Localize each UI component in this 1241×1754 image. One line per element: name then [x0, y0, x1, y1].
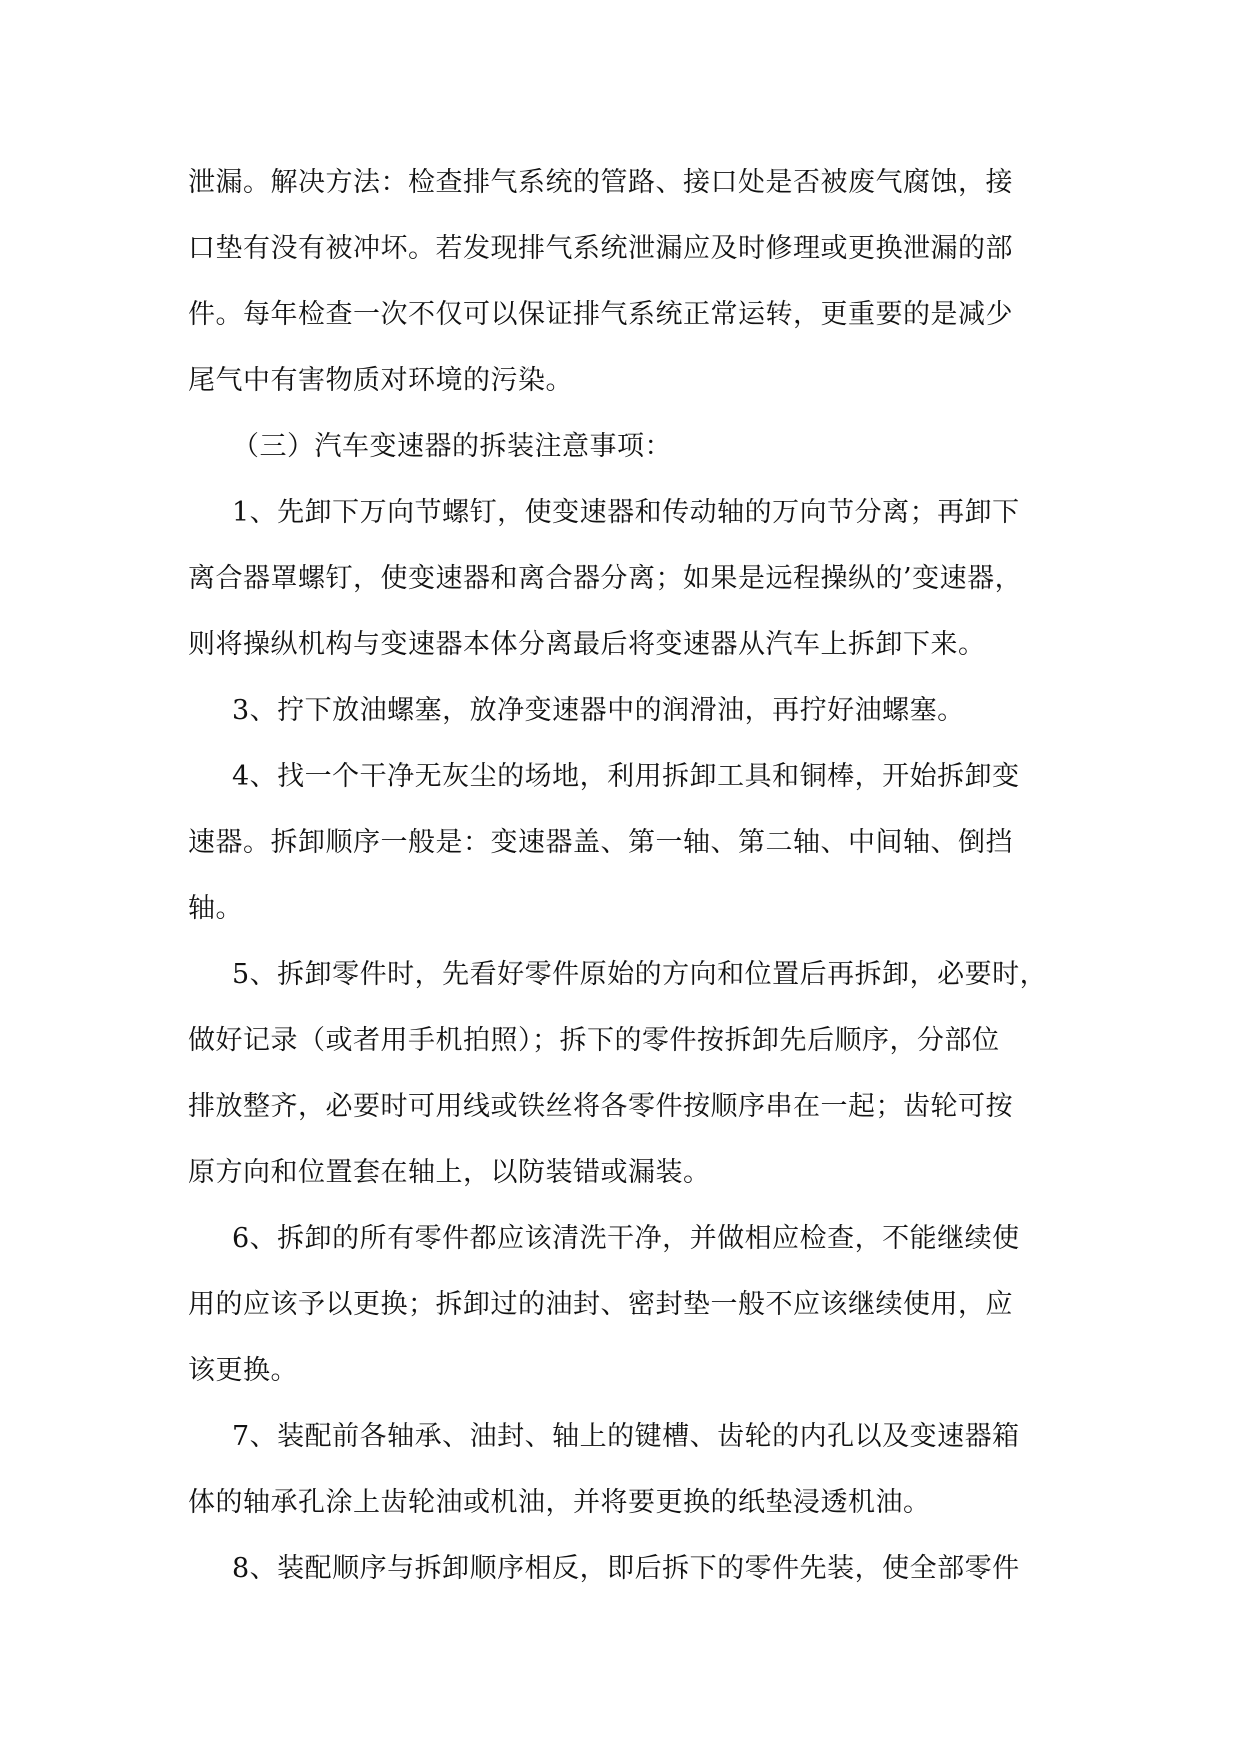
text-line: 6、拆卸的所有零件都应该清洗干净，并做相应检查，不能继续使: [232, 1223, 1020, 1254]
text-line: 速器。拆卸顺序一般是：变速器盖、第一轴、第二轴、中间轴、倒挡: [188, 827, 1013, 858]
text-line: 3、拧下放油螺塞，放净变速器中的润滑油，再拧好油螺塞。: [232, 695, 965, 726]
text-line: 原方向和位置套在轴上，以防装错或漏装。: [188, 1157, 711, 1188]
text-line: 用的应该予以更换；拆卸过的油封、密封垫一般不应该继续使用，应: [188, 1289, 1013, 1320]
text-line: 做好记录（或者用手机拍照）；拆下的零件按拆卸先后顺序，分部位: [188, 1025, 1000, 1056]
text-line: 4、找一个干净无灰尘的场地，利用拆卸工具和铜棒，开始拆卸变: [232, 761, 1020, 792]
text-line: 5、拆卸零件时，先看好零件原始的方向和位置后再拆卸，必要时，: [232, 959, 1048, 990]
text-line: 泄漏。解决方法：检查排气系统的管路、接口处是否被废气腐蚀，接: [188, 167, 1013, 198]
text-line: 轴。: [188, 893, 243, 924]
text-line: 体的轴承孔涂上齿轮油或机油，并将要更换的纸垫浸透机油。: [188, 1487, 931, 1518]
text-line: 8、装配顺序与拆卸顺序相反，即后拆下的零件先装，使全部零件: [232, 1553, 1020, 1584]
text-line: 则将操纵机构与变速器本体分离最后将变速器从汽车上拆卸下来。: [188, 629, 986, 660]
text-line: 排放整齐，必要时可用线或铁丝将各零件按顺序串在一起；齿轮可按: [188, 1091, 1013, 1122]
body-text: [188, 150, 1078, 1602]
text-line: 该更换。: [188, 1355, 298, 1386]
text-line: 件。每年检查一次不仅可以保证排气系统正常运转，更重要的是减少: [188, 299, 1013, 330]
text-line: 7、装配前各轴承、油封、轴上的键槽、齿轮的内孔以及变速器箱: [232, 1421, 1020, 1452]
text-line: 尾气中有害物质对环境的污染。: [188, 365, 573, 396]
text-line: 离合器罩螺钉，使变速器和离合器分离；如果是远程操纵的’变速器，: [188, 563, 1023, 594]
text-line: 1、先卸下万向节螺钉，使变速器和传动轴的万向节分离；再卸下: [232, 497, 1020, 528]
section-heading: （三）汽车变速器的拆装注意事项：: [232, 431, 672, 462]
text-line: 口垫有没有被冲坏。若发现排气系统泄漏应及时修理或更换泄漏的部: [188, 233, 1013, 264]
